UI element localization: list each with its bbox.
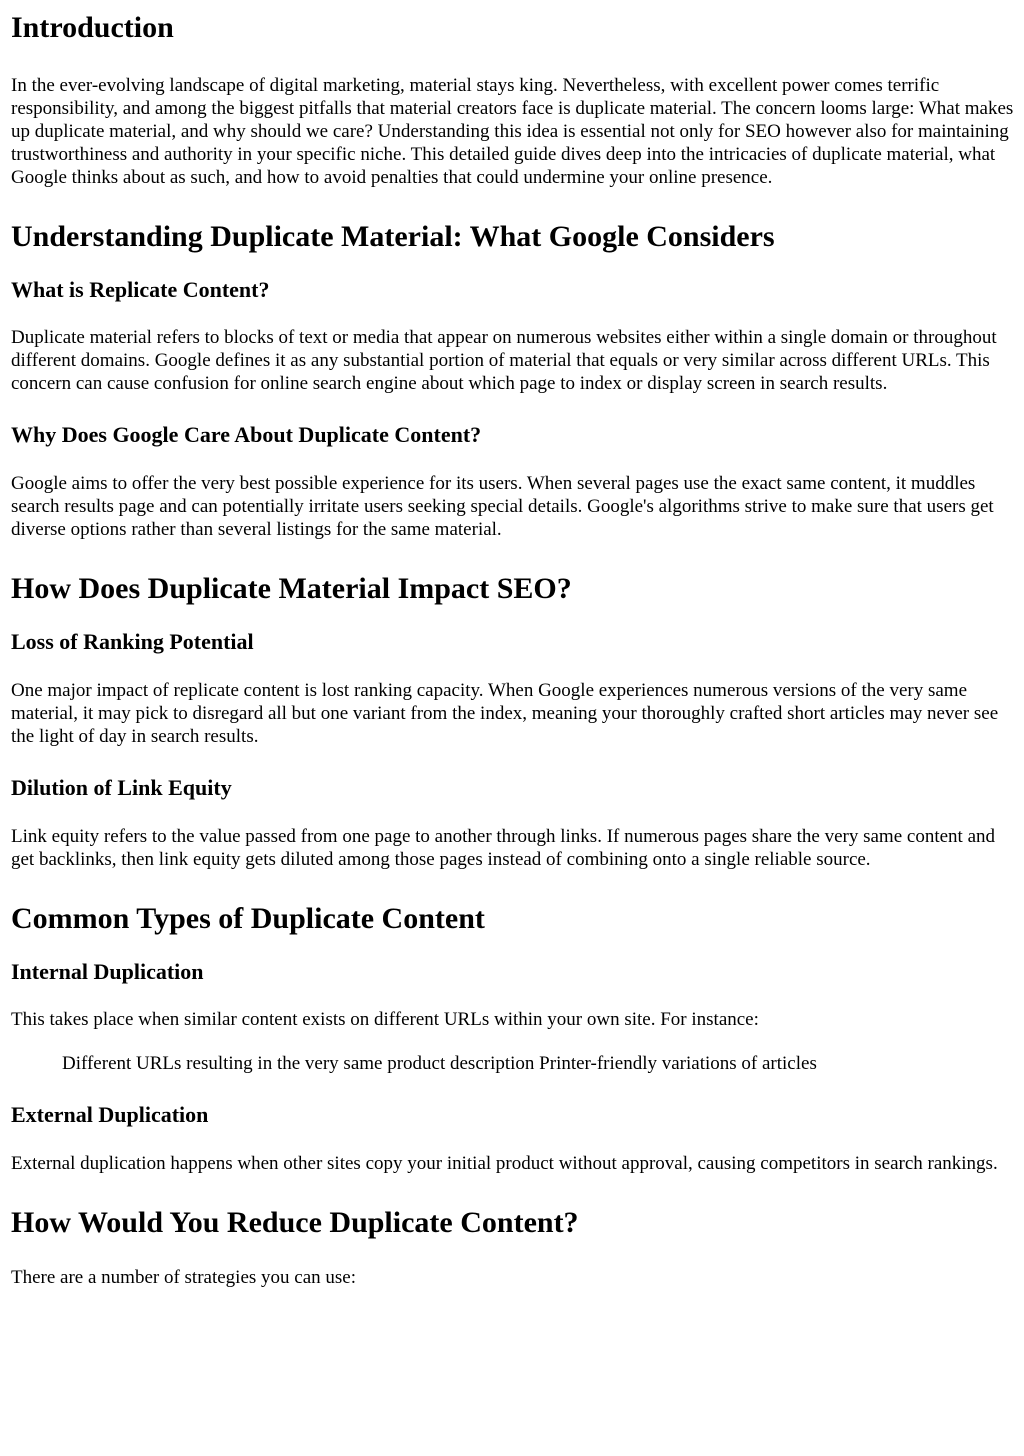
subheading-what-is: What is Replicate Content? xyxy=(11,277,270,302)
subheading-external: External Duplication xyxy=(11,1102,209,1127)
link-equity-paragraph: Link equity refers to the value passed from one page to another through links. If numerous pages share the very same content and get backlinks, then link equity gets diluted among those pages instead of combining onto a single reliable source. xyxy=(11,826,996,870)
subheading-link-equity: Dilution of Link Equity xyxy=(11,775,232,800)
ranking-loss-paragraph: One major impact of replicate content is lost ranking capacity. When Google experiences numerous versions of the very same material, it may pick to disregard all but one variant from the index, meaning your thoroughly crafted short articles may never see the light of day in search results. xyxy=(11,680,999,747)
internal-examples-list: Different URLs resulting in the very same product description Printer-friendly variations of articles xyxy=(62,1053,817,1074)
external-paragraph: External duplication happens when other sites copy your initial product without approval, causing competitors in search rankings. xyxy=(11,1153,998,1174)
section-heading-reduce: How Would You Reduce Duplicate Content? xyxy=(11,1206,579,1239)
section-heading-common-types: Common Types of Duplicate Content xyxy=(11,902,485,935)
subheading-internal: Internal Duplication xyxy=(11,959,204,984)
subheading-ranking-loss: Loss of Ranking Potential xyxy=(11,629,254,654)
internal-paragraph: This takes place when similar content exists on different URLs within your own site. For instance: xyxy=(11,1009,759,1030)
section-heading-introduction: Introduction xyxy=(11,11,174,44)
subheading-why-google-cares: Why Does Google Care About Duplicate Content? xyxy=(11,422,482,447)
intro-paragraph: In the ever-evolving landscape of digital marketing, material stays king. Nevertheless, with excellent power comes terrific responsibility, and among the biggest pitfalls that material creators face is duplicate material. The concern looms large: What makes up duplicate material, and why should we care? Understanding this idea is essential not only for SEO however also for maintaining trustworthiness and authority in your specific niche. This detailed guide dives deep into the intricacies of duplicate material, what Google thinks about as such, and how to avoid penalties that could undermine your online presence. xyxy=(11,75,1014,188)
article xyxy=(0,10,1024,1289)
reduce-paragraph: There are a number of strategies you can use: xyxy=(11,1267,357,1288)
section-heading-seo-impact: How Does Duplicate Material Impact SEO? xyxy=(11,572,572,605)
section-heading-understanding: Understanding Duplicate Material: What Google Considers xyxy=(11,220,775,253)
why-google-cares-paragraph: Google aims to offer the very best possible experience for its users. When several pages use the exact same content, it muddles search results page and can potentially irritate users seeking special details. Google's algorithms strive to make sure that users get diverse options rather than several listings for the same material. xyxy=(11,473,994,540)
what-is-paragraph: Duplicate material refers to blocks of text or media that appear on numerous websites either within a single domain or throughout different domains. Google defines it as any substantial portion of material that equals or very similar across different URLs. This concern can cause confusion for online search engine about which page to index or display screen in search results. xyxy=(11,327,997,394)
